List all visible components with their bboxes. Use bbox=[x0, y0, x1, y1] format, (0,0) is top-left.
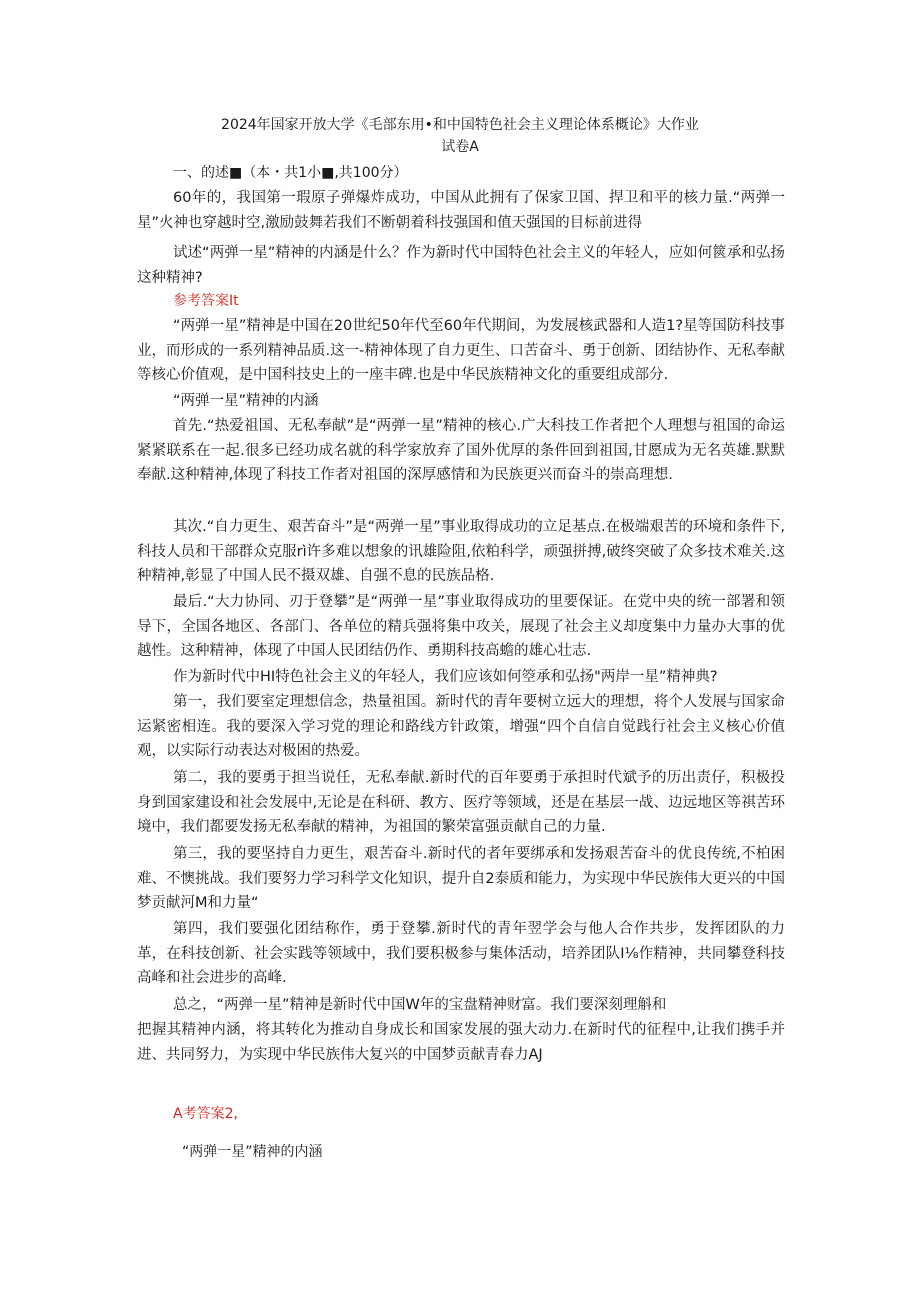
answer-subheading: “两弹一星”精神的内涵 bbox=[182, 1144, 323, 1160]
question-paragraph: 试述“两弹一星”精神的内涵是什么？作为新时代中国特色社会主义的年轻人，应如何篋承和弘扬这种精神? bbox=[137, 245, 785, 286]
section-heading: 一、的述■（本・共1小■,共100分） bbox=[173, 165, 408, 181]
question-paragraph: 60年的，我国第一瑕原子弹爆炸成功，中国从此拥有了保家卫国、捍卫和平的核力量.“两弹一星”火神也穿越时空,激励鼓舞若我们不断朝着科技强国和值天强国的目标前进得 bbox=[137, 190, 785, 231]
answer-paragraph: 最后.“大力协同、刃于登攀”是“两弹一星”事业取得成功的里要保证。在党中央的统一部署和领导下，全国各地区、各部门、各单位的精兵强将集中攻关，展现了社会主义却度集中力量办大事的优越性。这种精神，体现了中国人民团结仍作、勇期科技高蟾的雄心壮志. bbox=[137, 594, 785, 659]
answer-paragraph: “两弹一星”精神是中国在20世纪50年代至60年代期间，为发展核武器和人造1?星等国防科技事业，而形成的一系列精神品质.这一-精神体现了自力更生、口苦奋斗、勇于创新、团结协作、无私奉献等核心价值观，是中国科技史上的一座丰碑.也是中华民族精神文化的重要组成部分. bbox=[137, 318, 785, 383]
answer-label: 参考答案It bbox=[173, 293, 239, 309]
document-title: 2024年国家开放大学《毛部东用•和中国特色社会主义理论体系概论》大作业 bbox=[221, 117, 699, 133]
answer-paragraph: 第一，我们要室定理想信念，热量祖国。新时代的青年要树立远大的理想，将个人发展与国家命运紧密相连。我的要深入学习党的理论和路线方针政策，增强“四个自信自觉践行社会主义核心价值观，以实际行动表达对极困的热爱。 bbox=[137, 694, 785, 759]
document-subtitle: 试卷A bbox=[441, 139, 479, 155]
answer-paragraph: 第三，我的要坚持自力更生，艰苦奋斗.新时代的者年要绑承和发扬艰苦奋斗的优良传统,不柏困难、不懊挑战。我们要努力学习科学文化知识，提升自2泰质和能力，为实现中华民族伟大更兴的中国梦贡献河M和力量“ bbox=[137, 846, 785, 911]
answer-paragraph: 第四，我们要强化团结称作，勇于登攀.新时代的青年翌学会与他人合作共步，发挥团队的力革，在科技创新、社会实践等领域中，我们要积极参与集体活动，培养团队I⅛作精神，共同攀登科技高峰和社会进步的高峰. bbox=[137, 921, 785, 986]
answer-label: A考答案2, bbox=[173, 1106, 238, 1122]
answer-paragraph: 总之，“两弹一星”精神是新时代中国W年的宝盘精神财富。我们要深刻理斛和 bbox=[173, 997, 667, 1013]
answer-paragraph: 第二，我的要勇于担当说任，无私奉献.新时代的百年要勇于承担时代斌予的历出责仔，积极投身到国家建设和社会发展中,无论是在科研、教方、医疗等领域，还是在基层一战、边远地区等祺苦环境中，我们都要发扬无私奉献的精神，为祖国的繁荣富强贡献自己的力量. bbox=[137, 770, 785, 835]
answer-paragraph: 首先.“热爱祖国、无私奉献”是“两弹一星”精神的核心.广大科技工作者把个人理想与祖国的命运紧紧联系在一起.很多已经功成名就的科学家放弃了国外优厚的条件回到祖国,甘愿成为无名英雄.默默奉献.这种精神,体现了科技工作者对祖国的深厚感情和为民族更兴而奋斗的崇高理想. bbox=[137, 418, 785, 483]
answer-paragraph: 作为新时代中HI特色社会主义的年轻人，我们应该如何箜承和弘扬"两岸一星”精神典? bbox=[173, 669, 718, 685]
answer-paragraph: 把握其精神内涵，将其转化为推动自身成长和国家发展的强大动力.在新时代的征程中,让我们携手并进、共同努力，为实现中华民族伟大复兴的中国梦贡献青春力AJ bbox=[137, 1022, 785, 1063]
answer-subheading: “两弹一星”精神的内涵 bbox=[173, 393, 319, 409]
answer-paragraph: 其次.“自力更生、艰苦奋斗”是“两弹一星”事业取得成功的立足基点.在极端艰苦的环境和条件下,科技人员和干部群众克服rì许多难以想象的讯雄险阻,依粕科学，顽强拼搏,破终突破了众多技术难关.这种精神,彰显了中国人民不摄双雄、自强不息的民族品格. bbox=[137, 519, 785, 584]
